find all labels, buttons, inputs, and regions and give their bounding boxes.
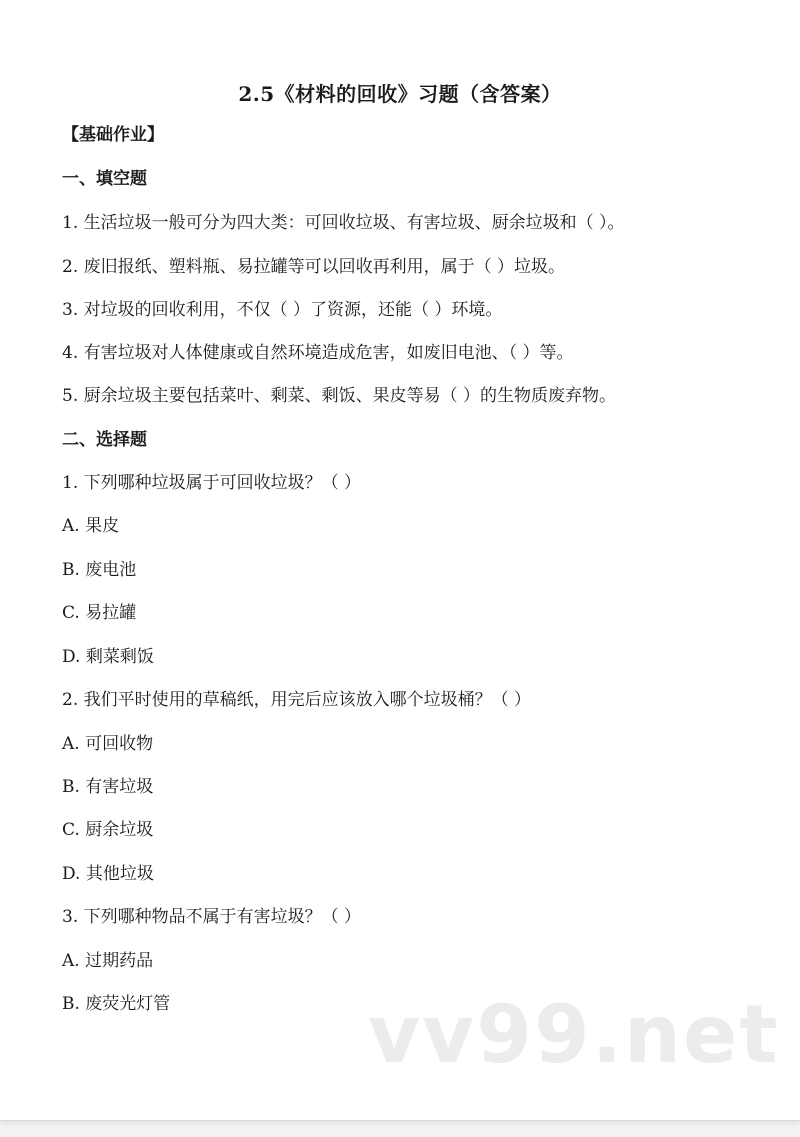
fill-blank-question-3: 3. 对垃圾的回收利用，不仅（ ）了资源，还能（ ）环境。 [62, 300, 503, 320]
fill-blank-question-4: 4. 有害垃圾对人体健康或自然环境造成危害，如废旧电池、（ ）等。 [62, 343, 574, 363]
choice-question-2-option-d: D. 其他垃圾 [62, 864, 154, 884]
choice-question-1-option-c: C. 易拉罐 [62, 603, 137, 623]
choice-question-3-option-a: A. 过期药品 [62, 951, 154, 971]
choice-heading: 二、选择题 [62, 430, 147, 450]
fill-blank-question-5: 5. 厨余垃圾主要包括菜叶、剩菜、剩饭、果皮等易（ ）的生物质废弃物。 [62, 386, 617, 406]
fill-blank-question-2: 2. 废旧报纸、塑料瓶、易拉罐等可以回收再利用，属于（ ）垃圾。 [62, 257, 566, 277]
choice-question-2-option-c: C. 厨余垃圾 [62, 820, 154, 840]
watermark: vv99.net [368, 988, 780, 1081]
choice-question-3-stem: 3. 下列哪种物品不属于有害垃圾？（ ） [62, 907, 362, 927]
choice-question-2-stem: 2. 我们平时使用的草稿纸，用完后应该放入哪个垃圾桶？（ ） [62, 690, 532, 710]
choice-question-2-option-b: B. 有害垃圾 [62, 777, 154, 797]
choice-question-1-option-a: A. 果皮 [62, 516, 120, 536]
fill-blank-heading: 一、填空题 [62, 169, 147, 189]
choice-question-1-option-d: D. 剩菜剩饭 [62, 647, 154, 667]
page-title: 2.5《材料的回收》习题（含答案） [238, 82, 562, 106]
choice-question-2-option-a: A. 可回收物 [62, 734, 154, 754]
section-heading-basic: 【基础作业】 [62, 125, 164, 145]
choice-question-1-stem: 1. 下列哪种垃圾属于可回收垃圾？（ ） [62, 473, 362, 493]
choice-question-3-option-b: B. 废荧光灯管 [62, 994, 171, 1014]
fill-blank-question-1: 1. 生活垃圾一般可分为四大类：可回收垃圾、有害垃圾、厨余垃圾和（ ）。 [62, 213, 625, 233]
choice-question-1-option-b: B. 废电池 [62, 560, 137, 580]
